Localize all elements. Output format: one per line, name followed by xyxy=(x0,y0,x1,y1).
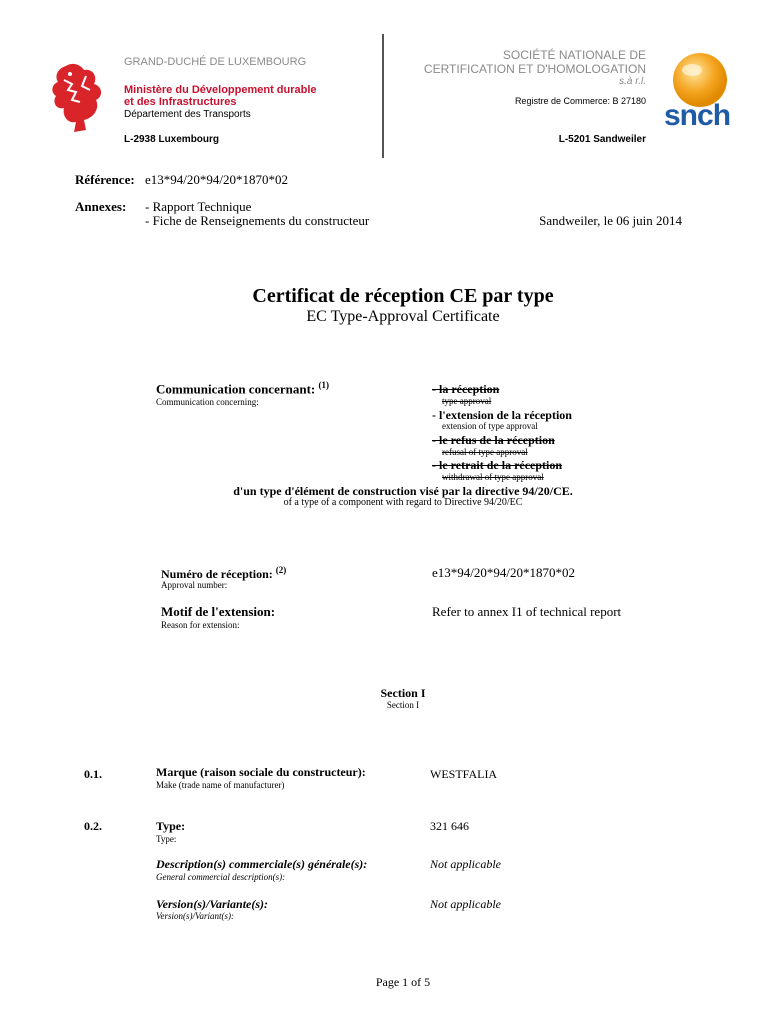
note-2: (2) xyxy=(275,565,287,575)
certificate-subtitle: EC Type-Approval Certificate xyxy=(306,308,500,325)
ministry-name: Ministère du Développement durable xyxy=(124,84,317,96)
extension-reason-value: Refer to annex I1 of technical report xyxy=(432,604,622,619)
approval-number-value: e13*94/20*94/20*1870*02 xyxy=(432,565,575,580)
note-1: (1) xyxy=(318,380,329,390)
registry-number: Registre de Commerce: B 27180 xyxy=(514,96,646,106)
snch-logo-text: snch xyxy=(664,99,731,132)
option-extension-en: extension of type approval xyxy=(442,421,538,431)
make-label-en: Make (trade name of manufacturer) xyxy=(156,780,285,790)
make-value: WESTFALIA xyxy=(430,767,498,781)
communication-label-en: Communication concerning: xyxy=(156,397,259,407)
snch-title-line2: CERTIFICATION ET D'HOMOLOGATION xyxy=(423,62,646,76)
annex-item-2: - Fiche de Renseignements du constructeur xyxy=(145,213,370,228)
reference-label: Référence: xyxy=(75,172,135,187)
snch-sarl: s.à r.l. xyxy=(619,76,646,87)
reference-value: e13*94/20*94/20*1870*02 xyxy=(145,172,288,187)
certificate-title: Certificat de réception CE par type xyxy=(252,285,554,307)
commercial-description-label: Description(s) commerciale(s) générale(s): xyxy=(156,857,368,871)
option-extension: - l'extension de la réception xyxy=(432,408,572,422)
option-reception: - la réception xyxy=(432,382,500,396)
versions-label: Version(s)/Variante(s): xyxy=(156,897,269,911)
commercial-description-value: Not applicable xyxy=(430,857,501,871)
place-date: Sandweiler, le 06 juin 2014 xyxy=(539,213,682,228)
luxembourg-lion-logo xyxy=(46,60,108,136)
type-label: Type: xyxy=(156,819,186,833)
item-number-0-1: 0.1. xyxy=(84,767,102,781)
extension-reason-label-en: Reason for extension: xyxy=(161,620,240,630)
ministry-name-line2: et des Infrastructures xyxy=(124,96,237,108)
annex-item-1: - Rapport Technique xyxy=(145,199,252,214)
page-number: Page 1 of 5 xyxy=(375,975,431,989)
annexes-label: Annexes: xyxy=(75,199,127,214)
option-withdrawal: - le retrait de la réception xyxy=(432,458,563,472)
versions-label-en: Version(s)/Variant(s): xyxy=(156,911,234,921)
communication-label-text: Communication concernant: xyxy=(156,381,316,397)
type-label-en: Type: xyxy=(156,834,177,844)
section-title: Section I xyxy=(380,686,426,700)
option-reception-en: type approval xyxy=(442,396,492,406)
type-value: 321 646 xyxy=(430,819,469,833)
make-label: Marque (raison sociale du constructeur): xyxy=(156,765,366,779)
component-type-line: d'un type d'élément de construction visé par la directive 94/20/CE. xyxy=(233,484,573,498)
country-header: GRAND-DUCHÉ DE LUXEMBOURG xyxy=(124,56,307,68)
communication-label xyxy=(156,380,329,397)
extension-reason-label: Motif de l'extension: xyxy=(161,604,276,619)
component-type-line-en: of a type of a component with regard to Directive 94/20/EC xyxy=(283,497,523,508)
approval-number-label-text: Numéro de réception: xyxy=(161,567,273,581)
option-refusal-en: refusal of type approval xyxy=(442,447,528,457)
snch-title-line1: SOCIÉTÉ NATIONALE DE xyxy=(502,48,646,62)
header-divider xyxy=(382,34,384,158)
item-number-0-2: 0.2. xyxy=(84,819,102,833)
approval-number-label-en: Approval number: xyxy=(161,580,228,590)
versions-value: Not applicable xyxy=(430,897,501,911)
option-withdrawal-en: withdrawal of type approval xyxy=(442,472,544,482)
option-refusal: - le refus de la réception xyxy=(432,433,555,447)
right-address: L-5201 Sandweiler xyxy=(558,134,646,145)
department-name: Département des Transports xyxy=(124,109,251,120)
left-address: L-2938 Luxembourg xyxy=(124,134,220,145)
section-title-en: Section I xyxy=(386,700,420,710)
commercial-description-label-en: General commercial description(s): xyxy=(156,872,286,882)
